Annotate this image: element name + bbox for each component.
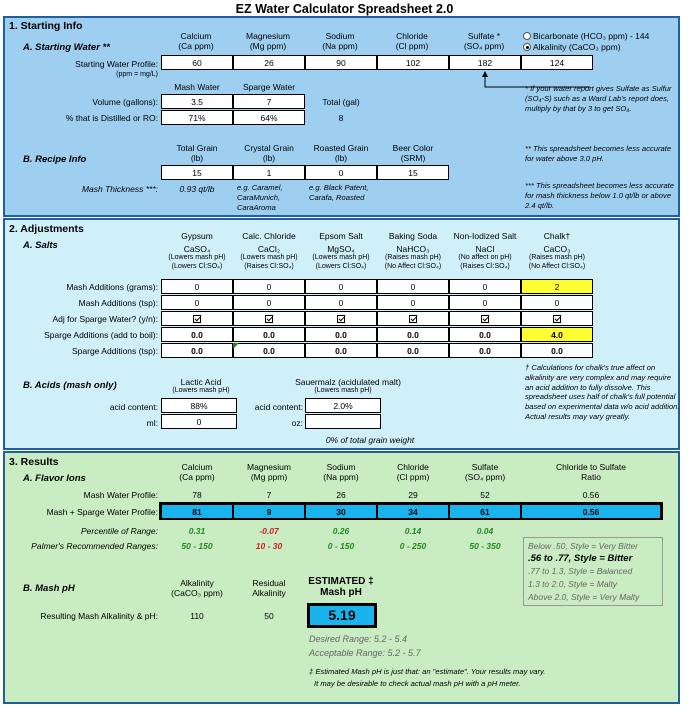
mash-water-header: Mash Water (174, 82, 220, 92)
desired-range: Desired Range: 5.2 - 5.4 (309, 634, 408, 644)
salt-header-calcium-chloride: Calc. Chloride CaCl₂ (Lowers mash pH) (Raises Cl:SO₄) (240, 231, 298, 270)
sparge-water-header: Sparge Water (242, 82, 296, 92)
palmer-sodium: 0 - 150 (327, 541, 355, 551)
chalk-mash-grams-input[interactable]: 2 (521, 279, 593, 294)
ratio-style-balanced: .77 to 1.3, Style = Balanced (528, 566, 633, 576)
baking-soda-mash-grams-input[interactable]: 0 (377, 279, 449, 294)
checkbox-icon[interactable] (337, 315, 345, 323)
sparge-calcium: 81 (161, 504, 233, 519)
ratio-style-malty: 1.3 to 2.0, Style = Malty (528, 579, 618, 589)
alkalinity-option[interactable]: Alkalinity (CaCO₃ ppm) (523, 42, 621, 52)
profile-units: (ppm = mg/L) (116, 71, 158, 78)
start-sodium-input[interactable]: 90 (305, 55, 377, 70)
mash-sulfate: 52 (480, 490, 490, 500)
percentile-chloride: 0.14 (404, 526, 422, 536)
mash-thickness-value: 0.93 qt/lb (179, 184, 215, 194)
mash-ph-heading: B. Mash pH (23, 583, 75, 594)
recipe-info-heading: B. Recipe Info (23, 154, 87, 165)
crystal-examples: e.g. Caramel, CaraMunich, CaraAroma (237, 183, 283, 212)
sparge-grams-label: Sparge Additions (add to boil): (44, 330, 158, 340)
col-calcium: Calcium (Ca ppm) (179, 462, 215, 482)
checkbox-icon[interactable] (553, 315, 561, 323)
lactic-content-input[interactable]: 88% (161, 398, 237, 413)
baking-soda-mash-tsp: 0 (377, 295, 449, 310)
acids-heading: B. Acids (mash only) (23, 380, 117, 391)
starting-info-section (3, 16, 680, 217)
sparge-sulfate: 61 (449, 504, 521, 519)
total-grain-input[interactable]: 15 (161, 165, 233, 180)
epsom-sparge-grams: 0.0 (305, 327, 377, 342)
sauermalz-content-input[interactable]: 2.0% (305, 398, 381, 413)
section-heading-starting-info: 1. Starting Info (9, 20, 83, 32)
ph-meter-note: It may be desirable to check actual mash pH with a pH meter. (314, 679, 521, 688)
gypsum-sparge-tsp: 0.0 (161, 343, 233, 358)
gypsum-adj-checkbox[interactable] (161, 311, 233, 326)
total-gallons-label: Total (gal) (322, 97, 360, 107)
col-beer-color: Beer Color (SRM) (392, 143, 434, 163)
sparge-ro-input[interactable]: 64% (233, 110, 305, 125)
sparge-chloride: 34 (377, 504, 449, 519)
mash-volume-input[interactable]: 3.5 (161, 94, 233, 109)
starting-profile-label: Starting Water Profile: (75, 59, 158, 69)
palmer-sulfate: 50 - 350 (469, 541, 501, 551)
calcium-chloride-adj-checkbox[interactable] (233, 311, 305, 326)
sulfate-note: * If your water report gives Sulfate as Sulfur (SO₄-S) such as a Ward Lab's report does, multiply by that by 3 to get SO₄. (525, 84, 672, 113)
bicarbonate-radio[interactable] (523, 32, 531, 40)
start-chloride-input[interactable]: 102 (377, 55, 449, 70)
lactic-ml-input[interactable]: 0 (161, 414, 237, 429)
palmer-label: Palmer's Recommended Ranges: (31, 541, 158, 551)
page-title: EZ Water Calculator Spreadsheet 2.0 (235, 2, 454, 16)
epsom-mash-tsp: 0 (305, 295, 377, 310)
chalk-mash-tsp: 0 (521, 295, 593, 310)
palmer-calcium: 50 - 150 (181, 541, 213, 551)
col-alkalinity: Alkalinity (CaCO₃ ppm) (171, 578, 223, 598)
chalk-note: † Calculations for chalk's true affect on alkalinity are very complex and may require an acid addition to fully dissolve. This spreadsheet uses half of chalk's full potential based on experimental data w/o acid addition. Actual results may vary greatly. (525, 363, 680, 421)
ro-label: % that is Distilled or RO: (65, 113, 158, 123)
epsom-adj-checkbox[interactable] (305, 311, 377, 326)
palmer-chloride: 0 - 250 (399, 541, 427, 551)
volume-label: Volume (gallons): (92, 97, 158, 107)
sparge-volume-input[interactable]: 7 (233, 94, 305, 109)
epsom-mash-grams-input[interactable]: 0 (305, 279, 377, 294)
baking-soda-adj-checkbox[interactable] (377, 311, 449, 326)
lactic-effect: (Lowers mash pH) (172, 387, 230, 394)
start-alkalinity-input[interactable]: 124 (521, 55, 593, 70)
col-chloride-sulfate-ratio: Chloride to Sulfate Ratio (556, 462, 626, 482)
lactic-ml-label: ml: (146, 418, 158, 428)
ph-estimate-note: ‡ Estimated Mash pH is just that: an "estimate". Your results may vary. (309, 667, 546, 676)
checkbox-icon[interactable] (481, 315, 489, 323)
salt-header-salt: Non-Iodized Salt NaCl (No affect on pH) (Raises Cl:SO₄) (453, 231, 517, 270)
col-crystal-grain: Crystal Grain (lb) (244, 143, 294, 163)
checkbox-icon[interactable] (265, 315, 273, 323)
sparge-tsp-label: Sparge Additions (tsp): (72, 346, 158, 356)
sparge-profile-label: Mash + Sparge Water Profile: (46, 507, 158, 517)
percentile-sulfate: 0.04 (476, 526, 494, 536)
ratio-style-very-bitter: Below .50, Style = Very Bitter (528, 541, 638, 551)
salt-header-baking-soda: Baking Soda NaHCO₃ (Raises mash pH) (No Affect Cl:SO₄) (384, 231, 442, 270)
salt-mash-tsp: 0 (449, 295, 521, 310)
total-gallons-value: 8 (338, 113, 344, 123)
alkalinity-radio[interactable] (523, 43, 531, 51)
estimated-ph-value: 5.19 (307, 603, 377, 628)
beer-color-input[interactable]: 15 (377, 165, 449, 180)
sauermalz-oz-label: oz: (291, 418, 303, 428)
mash-water-profile-label: Mash Water Profile: (83, 490, 158, 500)
results-section (3, 451, 680, 704)
mash-tsp-label: Mash Additions (tsp): (78, 298, 158, 308)
mash-sodium: 26 (336, 490, 346, 500)
section-heading-adjustments: 2. Adjustments (9, 223, 84, 235)
mash-thickness-label: Mash Thickness ***: (81, 184, 158, 194)
thickness-accuracy-note: *** This spreadsheet becomes less accurate for mash thickness below 1.0 qt/lb or above 2.4 qt/lb. (525, 181, 674, 210)
col-magnesium: Magnesium (Mg ppm) (247, 462, 291, 482)
lactic-acid-header: Lactic Acid (180, 377, 222, 387)
mash-ratio: 0.56 (582, 490, 600, 500)
comment-marker-icon (233, 343, 239, 349)
sparge-sodium: 30 (305, 504, 377, 519)
epsom-sparge-tsp: 0.0 (305, 343, 377, 358)
col-sulfate: Sulfate * (SO₄ ppm) (463, 31, 505, 51)
chalk-adj-checkbox[interactable] (521, 311, 593, 326)
alkalinity-value: 110 (190, 611, 204, 621)
flavor-ions-heading: A. Flavor Ions (23, 473, 86, 484)
chalk-sparge-tsp: 0.0 (521, 343, 593, 358)
mash-chloride: 29 (408, 490, 418, 500)
percentile-calcium: 0.31 (188, 526, 206, 536)
acceptable-range: Acceptable Range: 5.2 - 5.7 (309, 648, 421, 658)
sauermalz-effect: (Lowers mash pH) (314, 387, 372, 394)
checkbox-icon[interactable] (193, 315, 201, 323)
col-calcium: Calcium (Ca ppm) (178, 31, 214, 51)
col-chloride: Chloride (Cl ppm) (396, 462, 430, 482)
salt-mash-grams-input[interactable]: 0 (449, 279, 521, 294)
percentile-magnesium: -0.07 (259, 526, 279, 536)
mash-magnesium: 7 (266, 490, 272, 500)
salt-header-chalk: Chalk† CaCO₃ (Raises mash pH) (No Affect Cl:SO₄) (528, 231, 586, 270)
chalk-sparge-grams: 4.0 (521, 327, 593, 342)
mash-grams-label: Mash Additions (grams): (66, 282, 158, 292)
resulting-label: Resulting Mash Alkalinity & pH: (40, 611, 158, 621)
ratio-style-bitter: .56 to .77, Style = Bitter (528, 553, 633, 564)
sparge-magnesium: 9 (233, 504, 305, 519)
calcium-chloride-sparge-grams: 0.0 (233, 327, 305, 342)
col-total-grain: Total Grain (lb) (176, 143, 218, 163)
baking-soda-sparge-tsp: 0.0 (377, 343, 449, 358)
mash-calcium: 78 (192, 490, 202, 500)
gypsum-sparge-grams: 0.0 (161, 327, 233, 342)
col-roasted-grain: Roasted Grain (lb) (313, 143, 369, 163)
col-sodium: Sodium (Na ppm) (322, 31, 358, 51)
grain-weight-note: 0% of total grain weight (325, 435, 415, 445)
col-residual-alkalinity: Residual Alkalinity (252, 578, 286, 598)
starting-water-heading: A. Starting Water ** (23, 42, 110, 53)
adjustments-section (3, 218, 680, 450)
bicarbonate-option[interactable]: Bicarbonate (HCO₃ ppm) - 144 (523, 31, 649, 41)
start-sulfate-input[interactable]: 182 (449, 55, 521, 70)
percentile-label: Percentile of Range: (80, 526, 158, 536)
col-magnesium: Magnesium (Mg ppm) (246, 31, 290, 51)
percentile-sodium: 0.26 (332, 526, 350, 536)
section-heading-results: 3. Results (9, 456, 59, 468)
col-chloride: Chloride (Cl ppm) (395, 31, 429, 51)
checkbox-icon[interactable] (409, 315, 417, 323)
residual-alkalinity-value: 50 (264, 611, 274, 621)
sauermalz-content-label: acid content: (254, 402, 303, 412)
salt-header-gypsum: Gypsum CaSO₄ (Lowers mash pH) (Lowers Cl:SO₄) (168, 231, 226, 270)
adj-sparge-label: Adj for Sparge Water? (y/n): (52, 314, 158, 324)
mash-ro-input[interactable]: 71% (161, 110, 233, 125)
palmer-magnesium: 10 - 30 (255, 541, 283, 551)
calcium-chloride-mash-grams-input[interactable]: 0 (233, 279, 305, 294)
ratio-style-box (523, 537, 663, 606)
col-estimated-ph: ESTIMATED ‡ Mash pH (308, 576, 374, 598)
calcium-chloride-mash-tsp: 0 (233, 295, 305, 310)
salt-sparge-tsp: 0.0 (449, 343, 521, 358)
salt-sparge-grams: 0.0 (449, 327, 521, 342)
baking-soda-sparge-grams: 0.0 (377, 327, 449, 342)
salt-header-epsom: Epsom Salt MgSO₄ (Lowers mash pH) (Lowers Cl:SO₄) (312, 231, 370, 270)
start-calcium-input[interactable]: 60 (161, 55, 233, 70)
gypsum-mash-grams-input[interactable]: 0 (161, 279, 233, 294)
lactic-content-label: acid content: (109, 402, 158, 412)
roasted-grain-input[interactable]: 0 (305, 165, 377, 180)
start-magnesium-input[interactable]: 26 (233, 55, 305, 70)
col-sulfate: Sulfate (SO₄ ppm) (464, 462, 506, 482)
sauermalz-oz-input[interactable] (305, 414, 381, 429)
sauermalz-header: Sauermalz (acidulated malt) (295, 377, 401, 387)
crystal-grain-input[interactable]: 1 (233, 165, 305, 180)
ph-accuracy-note: ** This spreadsheet becomes less accurate for water above 3.0 pH. (525, 144, 672, 163)
salts-heading: A. Salts (23, 240, 58, 251)
roast-examples: e.g. Black Patent, Carafa, Roasted (309, 183, 369, 202)
salt-adj-checkbox[interactable] (449, 311, 521, 326)
sparge-ratio: 0.56 (521, 504, 661, 519)
col-sodium: Sodium (Na ppm) (323, 462, 359, 482)
calcium-chloride-sparge-tsp: 0.0 (233, 343, 305, 358)
ratio-style-very-malty: Above 2.0, Style = Very Malty (528, 592, 640, 602)
gypsum-mash-tsp: 0 (161, 295, 233, 310)
